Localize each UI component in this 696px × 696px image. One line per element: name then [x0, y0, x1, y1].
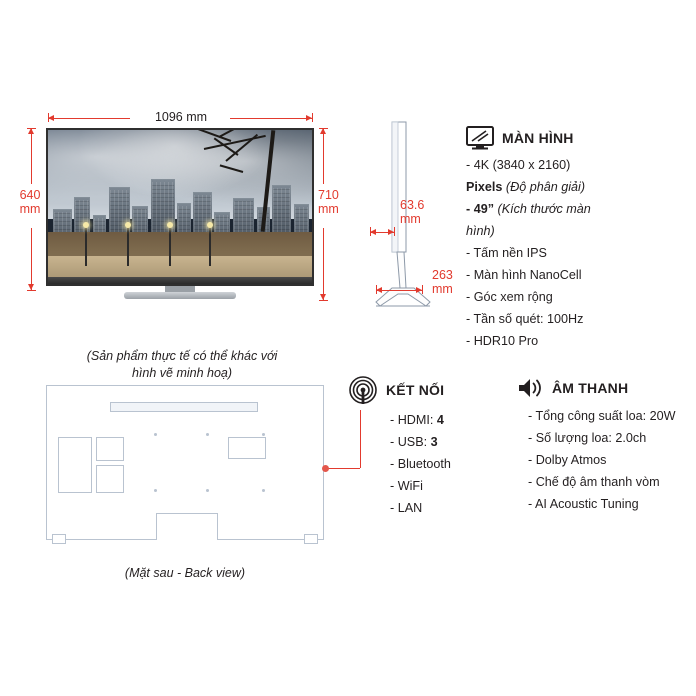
height-left-tick-bottom [27, 290, 36, 291]
height-right-label-line2: mm [318, 202, 339, 217]
display-spec-item-viewangle: - Góc xem rộng [466, 290, 553, 304]
connectivity-spec-item-bluetooth: - Bluetooth [390, 457, 451, 471]
hdmi-label: - HDMI: [390, 413, 434, 427]
back-foot-left [52, 534, 66, 544]
back-stand-mount [156, 513, 218, 540]
back-screw-3 [262, 433, 265, 436]
sound-panel-title: ÂM THANH [552, 380, 629, 396]
back-top-strip [110, 402, 258, 412]
tv-stand-base [124, 292, 236, 299]
back-port-group-left-upper [96, 437, 124, 461]
depth-tick-left [370, 227, 371, 236]
connectivity-panel-header [348, 375, 498, 405]
height-left-tick-top [27, 128, 36, 129]
display-panel-header [466, 126, 692, 150]
display-spec-item-hdr: - HDR10 Pro [466, 334, 539, 348]
back-screw-2 [206, 433, 209, 436]
stand-depth-tick-right [422, 285, 423, 294]
speaker-icon [516, 375, 544, 401]
foreground-tree [180, 130, 301, 232]
sound-spec-item-power: - Tổng công suất loa: 20W [528, 409, 676, 423]
display-size-a: - 49” [466, 202, 494, 216]
front-view-caption-line1: (Sản phẩm thực tế có thể khác với [86, 349, 278, 363]
back-view-caption: (Mặt sau - Back view) [124, 566, 246, 580]
width-tick-left [48, 113, 49, 122]
display-resolution-b: Pixels [466, 180, 503, 194]
connectivity-panel-title: KẾT NỐI [386, 382, 445, 398]
display-size-b: (Kích thước màn [497, 202, 591, 216]
tv-front-illustration [46, 128, 314, 300]
height-right-tick-top [319, 128, 328, 129]
height-right-tick-bottom [319, 300, 328, 301]
stand-depth-tick-left [376, 285, 377, 294]
front-view-caption-line2: hình vẽ minh hoạ) [131, 365, 233, 380]
height-left-label [2, 188, 58, 217]
usb-label: - USB: [390, 435, 428, 449]
stand-depth-label-line1: 263 [432, 268, 453, 282]
sound-spec-item-surround: - Chế độ âm thanh vòm [528, 475, 660, 489]
display-spec-item-nanocell: - Màn hình NanoCell [466, 268, 582, 282]
display-panel-title: MÀN HÌNH [502, 130, 574, 146]
width-dim-line-left [48, 118, 130, 119]
back-port-group-left [58, 437, 92, 493]
depth-tick-right [394, 227, 395, 236]
sound-spec-item-dolby: - Dolby Atmos [528, 453, 607, 467]
height-right-line-bottom [323, 228, 324, 300]
height-left-label-line2: mm [19, 202, 41, 217]
display-spec-item-size [466, 198, 692, 242]
sound-panel-header [516, 375, 696, 401]
connectivity-spec-item-usb [390, 431, 498, 453]
height-right-line-top [323, 128, 324, 184]
display-spec-panel [466, 126, 692, 352]
height-right-label-line1: 710 [318, 188, 339, 202]
wireless-signal-icon [348, 375, 378, 405]
connectivity-spec-item-hdmi [390, 409, 498, 431]
display-spec-item-resolution [466, 154, 692, 198]
depth-label-line1: 63.6 [400, 198, 425, 212]
width-dim-line-right [230, 118, 312, 119]
usb-value: 3 [430, 435, 438, 449]
height-left-line-bottom [31, 228, 32, 290]
sound-spec-item-channels: - Số lượng loa: 2.0ch [528, 431, 647, 445]
depth-label [400, 198, 450, 227]
display-spec-item-refresh: - Tần số quét: 100Hz [466, 312, 584, 326]
width-tick-right [312, 113, 313, 122]
depth-label-line2: mm [400, 212, 421, 227]
height-right-label [318, 188, 362, 217]
connectivity-spec-list [390, 409, 498, 519]
display-spec-item-panel: - Tấm nền IPS [466, 246, 547, 260]
back-screw-1 [154, 433, 157, 436]
monitor-icon [466, 126, 494, 150]
sound-spec-panel [516, 375, 696, 515]
back-screw-4 [154, 489, 157, 492]
back-foot-right [304, 534, 318, 544]
display-resolution-c: (Độ phân giải) [505, 180, 586, 194]
display-resolution-a: - 4K (3840 x 2160) [466, 158, 571, 172]
height-left-label-line1: 640 [19, 188, 41, 202]
connectivity-spec-item-lan: - LAN [390, 501, 423, 515]
tv-back-illustration [46, 385, 324, 553]
tv-screen-image [46, 128, 314, 286]
display-size-c: hình) [466, 224, 495, 238]
sound-spec-list [528, 405, 696, 515]
connectivity-leader-dot [322, 465, 329, 472]
hdmi-value: 4 [436, 413, 444, 427]
connectivity-spec-panel [348, 375, 498, 519]
back-screw-6 [262, 489, 265, 492]
stand-depth-label-line2: mm [432, 282, 453, 297]
display-spec-list [466, 154, 692, 352]
width-label: 1096 mm [154, 110, 208, 124]
height-left-line-top [31, 128, 32, 184]
connectivity-spec-item-wifi: - WiFi [390, 479, 423, 493]
sound-spec-item-acoustic: - AI Acoustic Tuning [528, 497, 639, 511]
screen-bezel [48, 277, 312, 284]
back-port-group-left-lower [96, 465, 124, 493]
back-port-group-right [228, 437, 266, 459]
front-view-caption [46, 348, 318, 382]
back-screw-5 [206, 489, 209, 492]
